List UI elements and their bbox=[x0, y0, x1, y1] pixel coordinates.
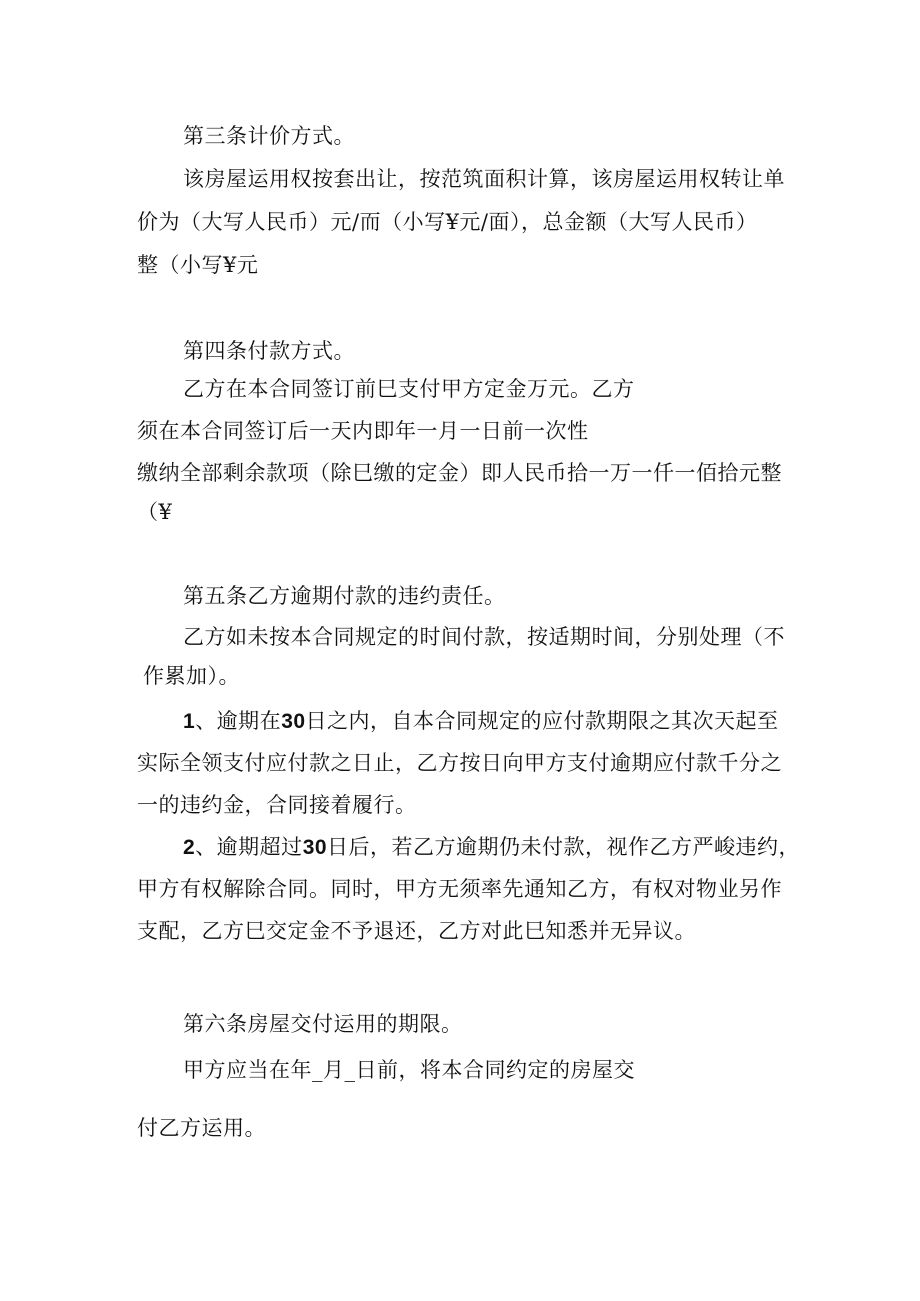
clause2-days: 30 bbox=[302, 836, 328, 859]
article3-line3: 整（小写¥元 bbox=[137, 253, 259, 277]
article5-clause1-line1 bbox=[183, 711, 779, 732]
article6-line1: 甲方应当在年_月_日前，将本合同约定的房屋交 bbox=[183, 1058, 635, 1082]
article4-title: 第四条付款方式。 bbox=[183, 339, 355, 363]
clause2-text-a: 、逾期超过 bbox=[195, 835, 303, 859]
article4-line3: 缴纳全部剩余款项（除巳缴的定金）即人民币拾一万一仟一佰拾元整 bbox=[137, 461, 782, 485]
article5-clause2-line2: 甲方有权解除合同。同时，甲方无须率先通知乙方，有权对物业另作 bbox=[137, 877, 782, 901]
article6-title: 第六条房屋交付运用的期限。 bbox=[183, 1012, 463, 1036]
article3-title: 第三条计价方式。 bbox=[183, 124, 355, 148]
article5-clause2-line3: 支配，乙方巳交定金不予退还，乙方对此巳知悉并无异议。 bbox=[137, 919, 696, 943]
article3-line2: 价为（大写人民币）元/而（小写¥元/面），总金额（大写人民币） bbox=[137, 210, 758, 234]
article5-title: 第五条乙方逾期付款的违约责任。 bbox=[183, 584, 506, 608]
article5-clause1-line2: 实际全领支付应付款之日止，乙方按日向甲方支付逾期应付款千分之 bbox=[137, 751, 782, 775]
article4-line1: 乙方在本合同签订前巳支付甲方定金万元。乙方 bbox=[183, 377, 635, 401]
clause2-number: 2 bbox=[183, 836, 196, 859]
article5-intro-line2: 作累加）。 bbox=[143, 664, 240, 688]
clause1-text-a: 、逾期在 bbox=[195, 709, 282, 733]
clause2-text-b: 日后，若乙方逾期仍未付款，视作乙方严峻违约， bbox=[327, 835, 801, 859]
article6-line2: 付乙方运用。 bbox=[137, 1116, 266, 1140]
article3-line1: 该房屋运用权按套出让，按范筑面积计算，该房屋运用权转让单 bbox=[183, 167, 785, 191]
article5-clause2-line1 bbox=[183, 837, 800, 858]
clause1-text-b: 日之内，自本合同规定的应付款期限之其次天起至 bbox=[305, 709, 779, 733]
article5-intro-line1: 乙方如未按本合同规定的时间付款，按适期时间，分别处理（不 bbox=[183, 625, 785, 649]
clause1-days: 30 bbox=[281, 710, 306, 733]
clause1-number: 1 bbox=[183, 710, 196, 733]
article4-line4: （¥ bbox=[137, 500, 173, 524]
article5-clause1-line3: 一的违约金，合同接着履行。 bbox=[137, 793, 417, 817]
article4-line2: 须在本合同签订后一天内即年一月一日前一次性 bbox=[137, 419, 589, 443]
